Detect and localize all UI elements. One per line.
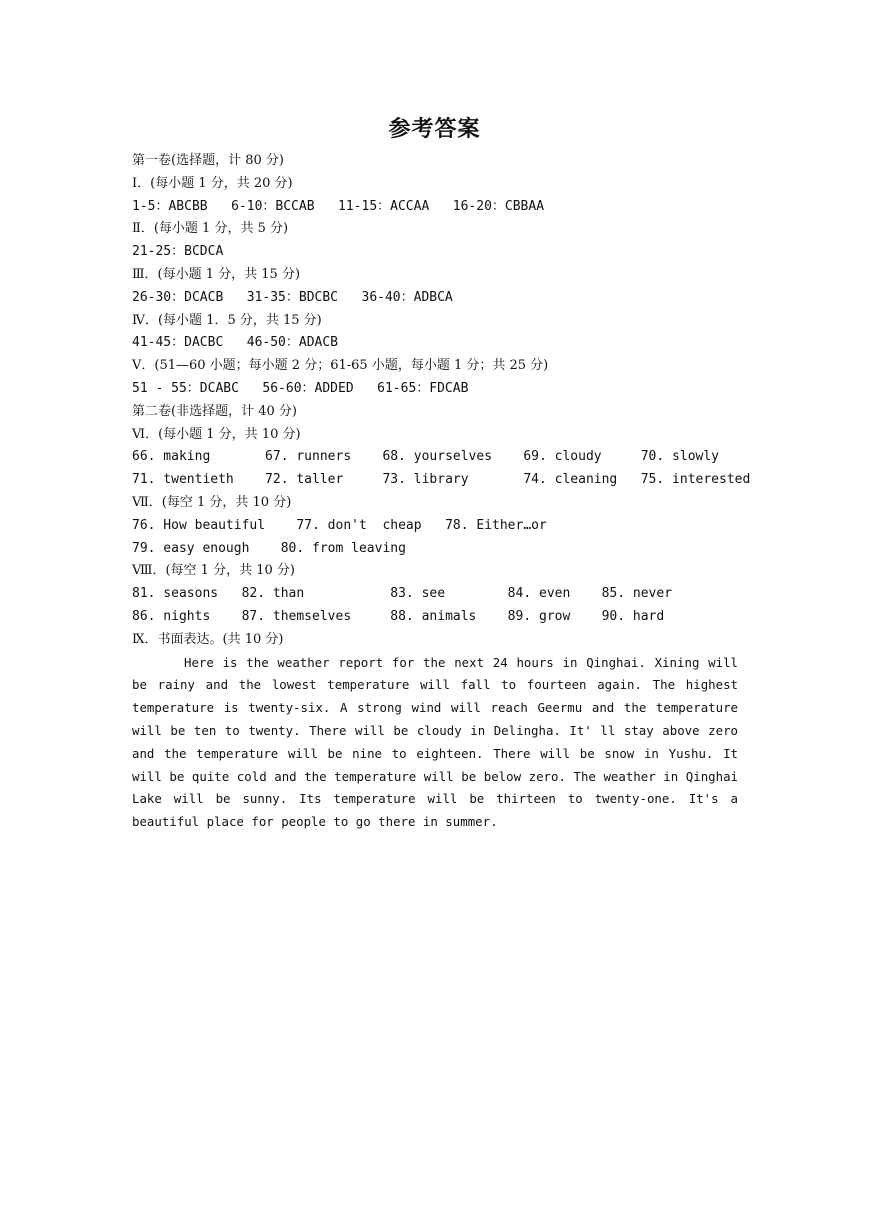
section-part-one-heading: 第一卷(选择题，计 80 分) [132, 153, 284, 168]
section-2-heading: Ⅱ．(每小题 1 分，共 5 分) [132, 221, 289, 237]
answers-1-20: 1-5：ABCBB 6-10：BCCAB 11-15：ACCAA 16-20：CBBAA [132, 198, 545, 214]
answers-76-78: 76. How beautiful 77. don't cheap 78. Either…or [132, 517, 547, 533]
answers-86-90: 86. nights 87. themselves 88. animals 89. grow 90. hard [132, 608, 665, 624]
section-7-heading: Ⅶ．(每空 1 分，共 10 分) [132, 494, 292, 510]
section-part-two-heading: 第二卷(非选择题，计 40 分) [132, 403, 297, 419]
section-4-heading: Ⅳ．(每小题 1．5 分，共 15 分) [132, 312, 322, 328]
answers-71-75: 71. twentieth 72. taller 73. library 74. cleaning 75. interested [132, 472, 751, 488]
answers-51-65: 51 - 55：DCABC 56-60：ADDED 61-65：FDCAB [132, 380, 469, 396]
answers-66-70: 66. making 67. runners 68. yourselves 69. cloudy 70. slowly [132, 449, 719, 465]
section-5-heading: V．(51—60 小题；每小题 2 分；61-65 小题，每小题 1 分；共 25 分) [132, 358, 549, 374]
writing-sample-essay: Here is the weather report for the next 24 hours in Qinghai. Xining will be rainy and the lowest temperature will fall to fourteen again. The highest temperature is twenty-six. A strong wind will reach Geermu and the temperature will be ten to twenty. There will be cloudy in Delingha. It' ll stay above zero and the temperature will be nine to eighteen. There will be snow in Yushu. It will be quite cold and the temperature will be below zero. The weather in Qinghai Lake will be sunny. Its temperature will be thirteen to twenty-one. It's a beautiful place for people to go there in summer. [132, 654, 738, 830]
answers-21-25: 21-25：BCDCA [132, 244, 224, 260]
answers-26-40: 26-30：DCACB 31-35：BDCBC 36-40：ADBCA [132, 289, 453, 305]
section-6-heading: Ⅵ．(每小题 1 分，共 10 分) [132, 426, 301, 442]
section-9-heading: Ⅸ．书面表达。(共 10 分) [132, 631, 284, 647]
answers-41-50: 41-45：DACBC 46-50：ADACB [132, 335, 339, 351]
answers-81-85: 81. seasons 82. than 83. see 84. even 85. never [132, 586, 673, 602]
section-3-heading: Ⅲ．(每小题 1 分，共 15 分) [132, 266, 301, 282]
answer-content [132, 150, 751, 834]
page-title: 参考答案 [388, 116, 481, 142]
section-1-heading: I．(每小题 1 分，共 20 分) [132, 175, 293, 191]
section-8-heading: Ⅷ．(每空 1 分，共 10 分) [132, 563, 295, 579]
answers-79-80: 79. easy enough 80. from leaving [132, 540, 406, 556]
